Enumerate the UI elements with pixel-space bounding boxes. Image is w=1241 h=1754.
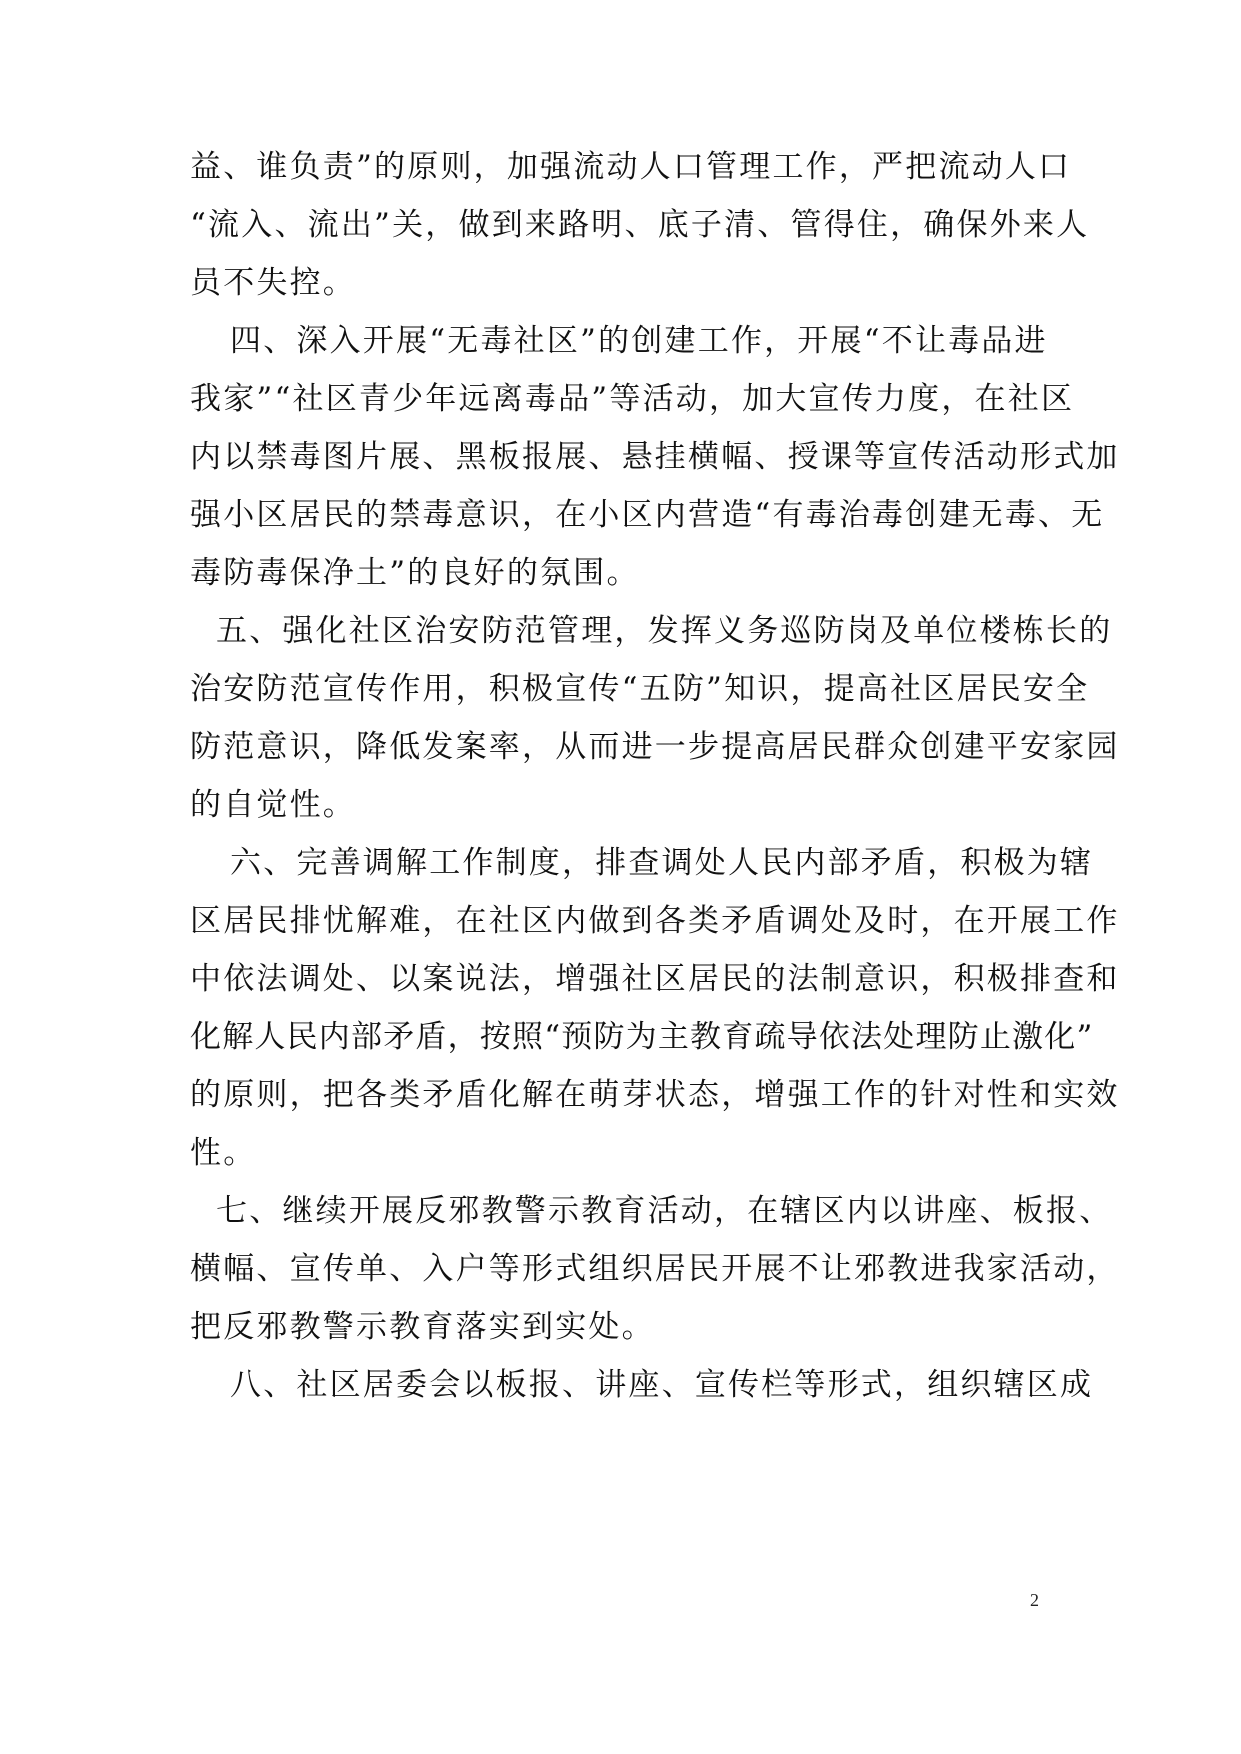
text-line: 七、继续开展反邪教警示教育活动，在辖区内以讲座、板报、 [216,1193,1113,1229]
text-line: 性。 [190,1135,257,1171]
text-line: 的原则，把各类矛盾化解在萌芽状态，增强工作的针对性和实效 [190,1077,1120,1113]
text-line: 我家”“社区青少年远离毒品”等活动，加大宣传力度，在社区 [190,381,1075,417]
text-line: 内以禁毒图片展、黑板报展、悬挂横幅、授课等宣传活动形式加 [190,439,1120,475]
text-line: 毒防毒保净土”的良好的氛围。 [190,555,640,591]
text-line: 区居民排忧解难，在社区内做到各类矛盾调处及时，在开展工作 [190,903,1120,939]
text-line: 的自觉性。 [190,787,356,823]
text-line: 六、完善调解工作制度，排查调处人民内部矛盾，积极为辖 [230,845,1094,881]
page-number: 2 [1030,1590,1039,1610]
text-line: 治安防范宣传作用，积极宣传“五防”知识，提高社区居民安全 [190,671,1090,707]
text-line: “流入、流出”关，做到来路明、底子清、管得住，确保外来人 [190,207,1090,243]
text-line: 横幅、宣传单、入户等形式组织居民开展不让邪教进我家活动， [190,1251,1120,1287]
text-line: 中依法调处、以案说法，增强社区居民的法制意识，积极排查和 [190,961,1120,997]
text-line: 益、谁负责”的原则，加强流动人口管理工作，严把流动人口 [190,149,1072,185]
text-line: 把反邪教警示教育落实到实处。 [190,1309,655,1345]
text-line: 八、社区居委会以板报、讲座、宣传栏等形式，组织辖区成 [230,1367,1094,1403]
text-line: 员不失控。 [190,265,356,301]
text-line: 防范意识，降低发案率，从而进一步提高居民群众创建平安家园 [190,729,1120,765]
text-line: 强小区居民的禁毒意识，在小区内营造“有毒治毒创建无毒、无 [190,497,1105,533]
text-line: 四、深入开展“无毒社区”的创建工作，开展“不让毒品进 [230,323,1048,359]
text-line: 五、强化社区治安防范管理，发挥义务巡防岗及单位楼栋长的 [216,613,1113,649]
text-line: 化解人民内部矛盾，按照“预防为主教育疏导依法处理防止激化” [190,1019,1094,1055]
